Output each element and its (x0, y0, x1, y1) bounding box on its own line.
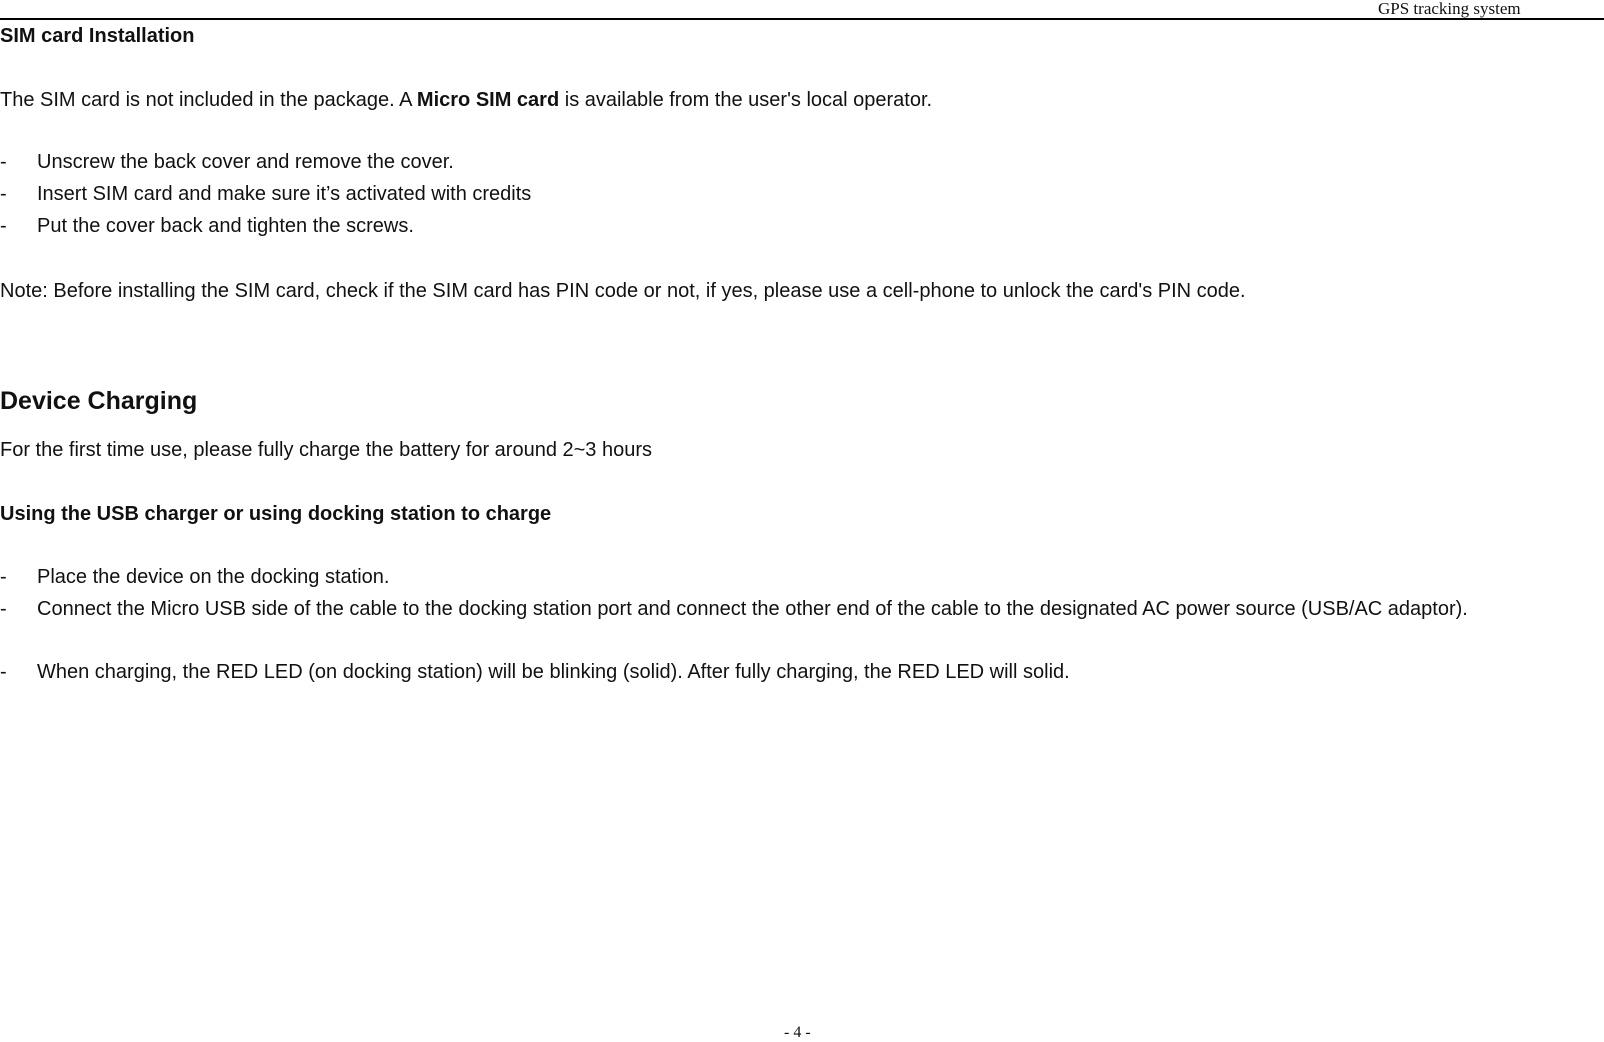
running-header: GPS tracking system (1378, 0, 1521, 18)
list-bullet: - (0, 598, 7, 620)
charging-intro: For the first time use, please fully charge the battery for around 2~3 hours (0, 439, 653, 461)
charging-heading: Device Charging (0, 387, 198, 415)
charging-step-text: Place the device on the docking station. (37, 566, 390, 588)
header-rule (0, 18, 1604, 20)
charging-subheading: Using the USB charger or using docking station to charge (0, 503, 552, 525)
list-bullet: - (0, 151, 7, 173)
sim-intro-before: The SIM card is not included in the package. A (0, 89, 417, 111)
sim-note: Note: Before installing the SIM card, check if the SIM card has PIN code or not, if yes, please use a cell-phone to unlock the card's PIN code. (0, 280, 1246, 302)
sim-intro-paragraph (0, 88, 932, 112)
list-bullet: - (0, 566, 7, 588)
list-bullet: - (0, 661, 7, 683)
sim-step-text: Put the cover back and tighten the screws. (37, 215, 414, 237)
sim-intro-after: is available from the user's local operator. (559, 89, 933, 111)
charging-step-text: When charging, the RED LED (on docking station) will be blinking (solid). After fully charging, the RED LED will solid. (37, 661, 1070, 683)
charging-step-text: Connect the Micro USB side of the cable to the docking station port and connect the other end of the cable to the designated AC power source (USB/AC adaptor). (37, 598, 1468, 620)
list-bullet: - (0, 183, 7, 205)
sim-step-text: Insert SIM card and make sure it’s activated with credits (37, 183, 532, 205)
list-bullet: - (0, 215, 7, 237)
sim-step-text: Unscrew the back cover and remove the cover. (37, 151, 454, 173)
sim-intro-bold: Micro SIM card (416, 89, 560, 111)
sim-heading: SIM card Installation (0, 25, 195, 47)
page-number: - 4 - (784, 1024, 811, 1041)
